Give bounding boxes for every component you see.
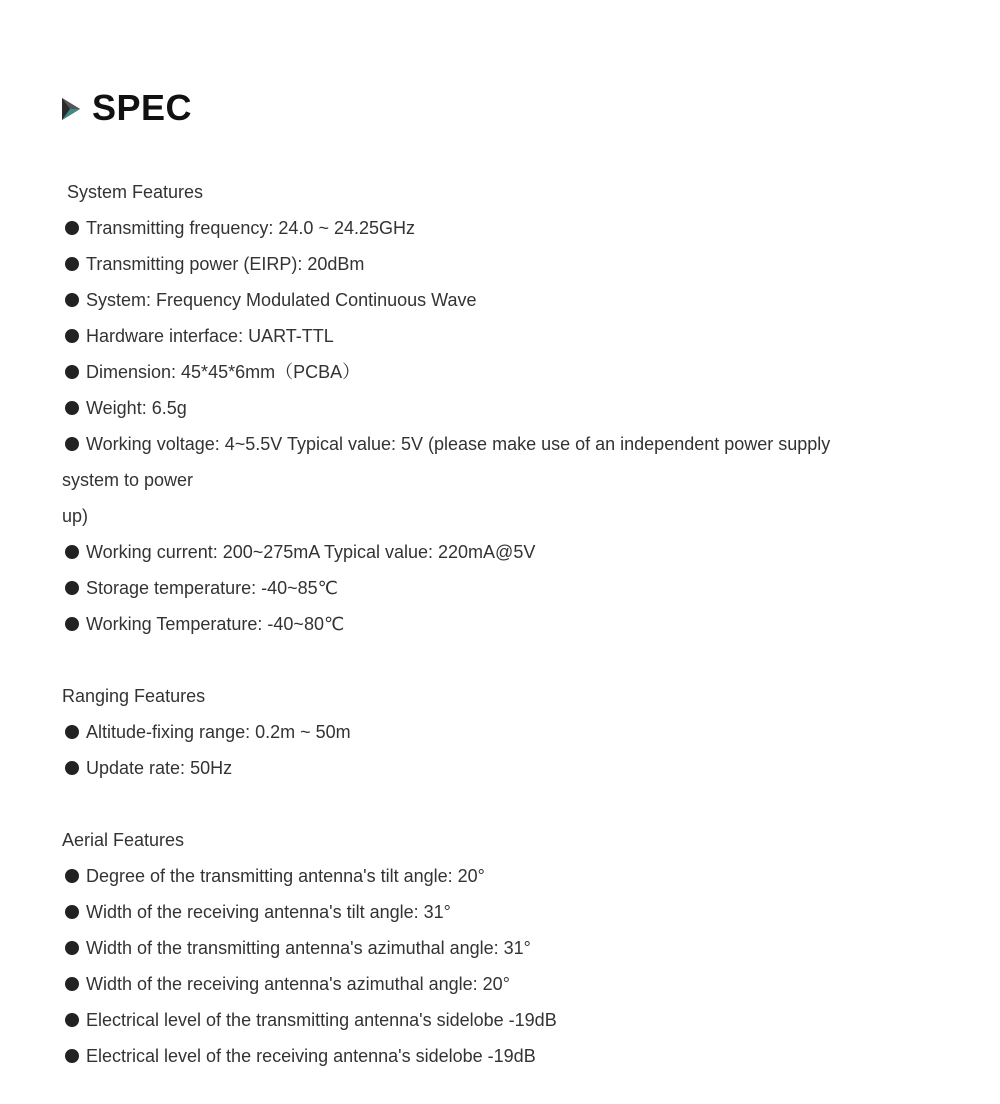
bullet-icon: [65, 1049, 79, 1063]
bullet-icon: [65, 1013, 79, 1027]
bullet-icon: [65, 545, 79, 559]
list-item: Update rate: 50Hz: [62, 750, 942, 786]
bullet-icon: [65, 869, 79, 883]
list-item: Transmitting power (EIRP): 20dBm: [62, 246, 942, 282]
list-item: Width of the transmitting antenna's azimuthal angle: 31°: [62, 930, 942, 966]
bullet-icon: [65, 617, 79, 631]
voltage-continuation-1: system to power: [62, 470, 194, 490]
list-item: Transmitting frequency: 24.0 ~ 24.25GHz: [62, 210, 942, 246]
list-item: Width of the receiving antenna's tilt angle: 31°: [62, 894, 942, 930]
bullet-icon: [65, 293, 79, 307]
list-item: Dimension: 45*45*6mm（PCBA）: [62, 354, 942, 390]
bullet-icon: [65, 725, 79, 739]
play-arrow-icon: [62, 98, 80, 120]
list-item: Hardware interface: UART-TTL: [62, 318, 942, 354]
spec-header: [62, 88, 942, 128]
list-item-voltage: Working voltage: 4~5.5V Typical value: 5V (please make use of an independent power supply: [62, 426, 942, 462]
list-item: Degree of the transmitting antenna's tilt angle: 20°: [62, 858, 942, 894]
section-gap: [62, 786, 942, 822]
bullet-icon: [65, 977, 79, 991]
section-title-ranging: Ranging Features: [62, 686, 206, 706]
section-gap: [62, 642, 942, 678]
list-item: Working current: 200~275mA Typical value: 220mA@5V: [62, 534, 942, 570]
bullet-icon: [65, 761, 79, 775]
list-item: Altitude-fixing range: 0.2m ~ 50m: [62, 714, 942, 750]
bullet-icon: [65, 221, 79, 235]
bullet-icon: [65, 437, 79, 451]
section-title-system: System Features: [67, 182, 204, 202]
list-item: Electrical level of the transmitting antenna's sidelobe -19dB: [62, 1002, 942, 1038]
spec-content: [62, 174, 942, 1074]
list-item: Width of the receiving antenna's azimuthal angle: 20°: [62, 966, 942, 1002]
page-title: SPEC: [92, 87, 193, 128]
bullet-icon: [65, 329, 79, 343]
voltage-continuation-2: up): [62, 506, 89, 526]
list-item: Storage temperature: -40~85℃: [62, 570, 942, 606]
bullet-icon: [65, 581, 79, 595]
bullet-icon: [65, 401, 79, 415]
list-item: Working Temperature: -40~80℃: [62, 606, 942, 642]
bullet-icon: [65, 257, 79, 271]
spec-page: [62, 88, 942, 128]
bullet-icon: [65, 941, 79, 955]
list-item: Electrical level of the receiving antenna's sidelobe -19dB: [62, 1038, 942, 1074]
bullet-icon: [65, 365, 79, 379]
list-item: Weight: 6.5g: [62, 390, 942, 426]
bullet-icon: [65, 905, 79, 919]
section-title-aerial: Aerial Features: [62, 830, 185, 850]
list-item: System: Frequency Modulated Continuous Wave: [62, 282, 942, 318]
